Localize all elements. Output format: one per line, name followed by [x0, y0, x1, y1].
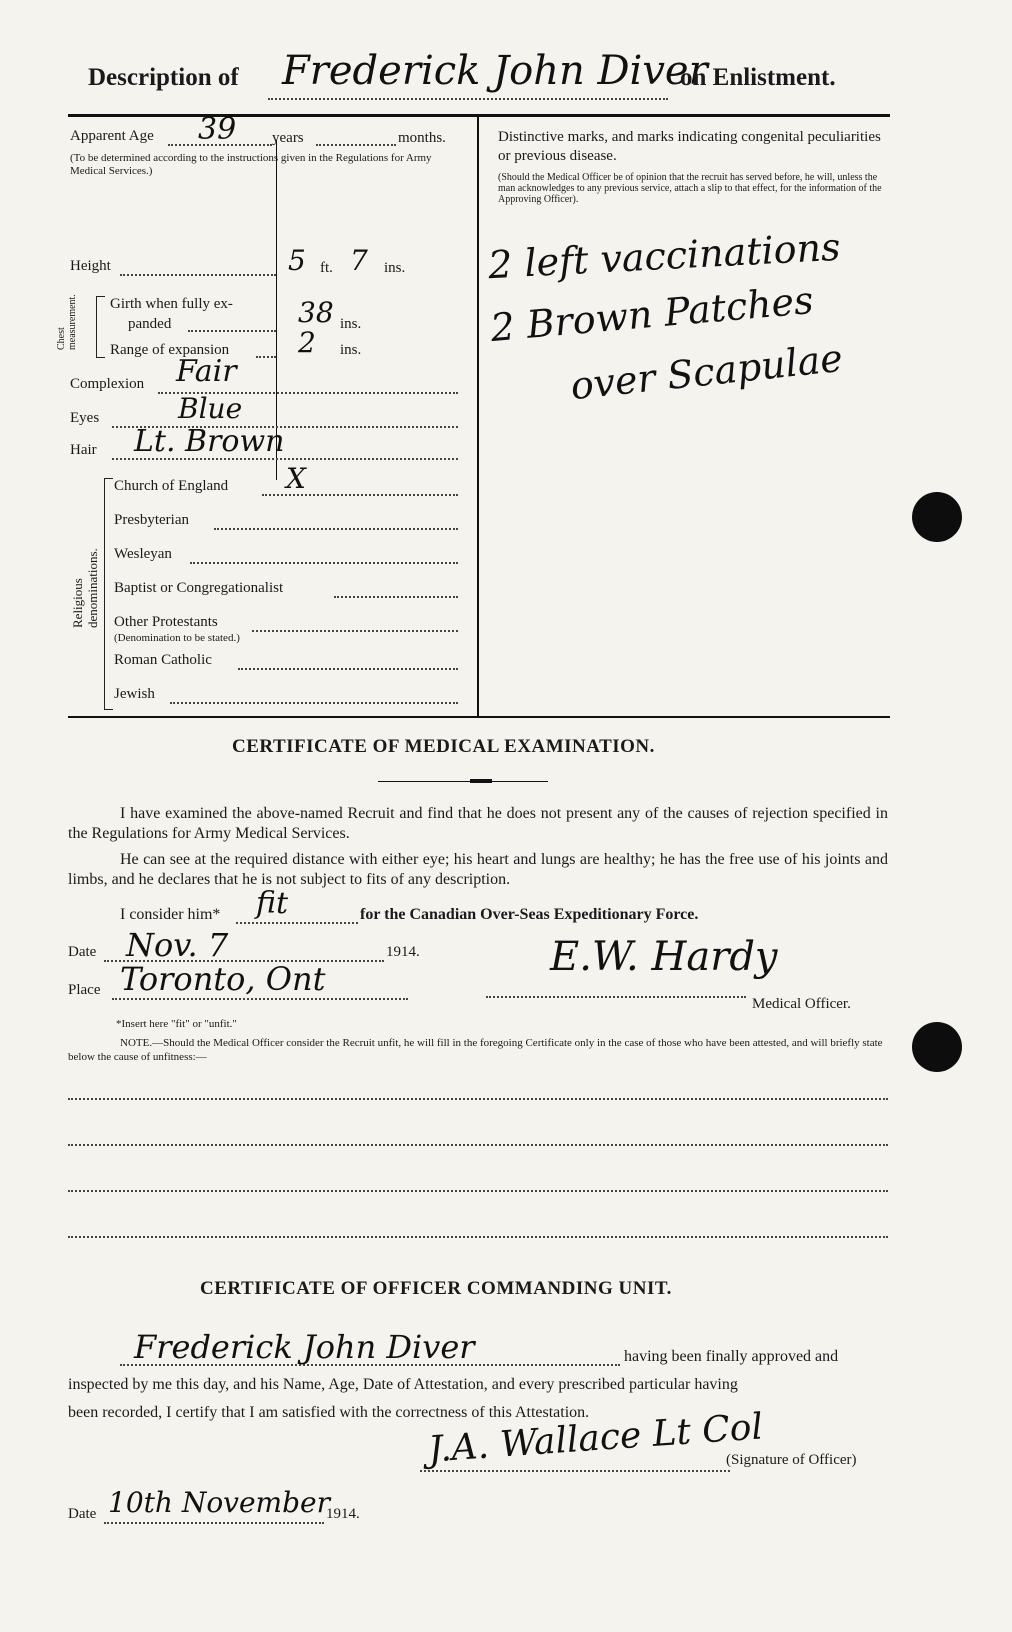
marks-heading: Distinctive marks, and marks indicating congenital peculiarities or previous disease.	[498, 129, 881, 164]
medical-officer-signature: E.W. Hardy	[550, 934, 778, 980]
medical-date-label: Date	[68, 944, 97, 960]
religion-church-of-england: Church of England	[114, 478, 229, 494]
consider-label: I consider him*	[120, 906, 221, 923]
religion-baptist: Baptist or Congregationalist	[114, 580, 284, 596]
medical-place-value: Toronto, Ont	[120, 960, 326, 998]
consider-suffix: for the Canadian Over-Seas Expeditionary Force.	[360, 906, 699, 923]
medical-title-rule	[378, 781, 548, 782]
commanding-text-1: having been finally approved and	[624, 1348, 839, 1365]
years-label: years	[272, 130, 304, 146]
age-note: (To be determined according to the instructions given in the Regulations for Army Medical Services.)	[70, 152, 432, 177]
religion-group-label: Religious denominations.	[70, 548, 100, 628]
complexion-label: Complexion	[70, 376, 145, 392]
header-prefix: Description of	[88, 64, 239, 91]
hair-label: Hair	[70, 442, 97, 458]
chest-label: Chest measurement.	[56, 294, 78, 350]
girth-label-1: Girth when fully ex-	[110, 296, 233, 312]
recruit-name: Frederick John Diver	[282, 48, 708, 94]
age-label: Apparent Age	[70, 128, 154, 144]
expansion-value: 2	[298, 326, 316, 359]
commanding-officer-signature: J.A. Wallace Lt Col	[426, 1406, 765, 1471]
eyes-label: Eyes	[70, 410, 100, 426]
girth-label-2: panded	[128, 316, 172, 332]
expansion-label: Range of expansion	[110, 342, 230, 358]
medical-title-rule-mark	[470, 779, 492, 783]
marks-line-3: over Scapulae	[568, 335, 845, 409]
girth-value: 38	[298, 296, 334, 329]
religion-mark-church-of-england: X	[286, 462, 306, 495]
header-suffix: on Enlistment.	[680, 64, 836, 91]
religion-other-note: (Denomination to be stated.)	[114, 632, 240, 644]
commanding-text-3: been recorded, I certify that I am satisfied with the correctness of this Attestation.	[68, 1404, 590, 1421]
medical-paragraph-2: He can see at the required distance with either eye; his heart and lungs are healthy; he has the free use of his joints and limbs, and he declares that he is not subject to fits of any description.	[68, 851, 888, 888]
height-label: Height	[70, 258, 111, 274]
hair-value: Lt. Brown	[134, 424, 285, 459]
expansion-ins-label: ins.	[340, 342, 362, 358]
medical-title: CERTIFICATE OF MEDICAL EXAMINATION.	[232, 736, 655, 757]
religion-brace	[104, 478, 113, 710]
complexion-value: Fair	[176, 354, 237, 389]
medical-paragraph-1: I have examined the above-named Recruit and find that he does not present any of the causes of rejection specified in the Regulations for Army Medical Services.	[68, 805, 888, 842]
commanding-signature-label: (Signature of Officer)	[726, 1452, 857, 1468]
girth-ins-label: ins.	[340, 316, 362, 332]
ft-label: ft.	[320, 260, 333, 276]
ins-label: ins.	[384, 260, 406, 276]
commanding-date-value: 10th November	[108, 1486, 330, 1519]
religion-jewish: Jewish	[114, 686, 155, 702]
marks-line-1: 2 left vaccinations	[487, 224, 842, 288]
months-label: months.	[398, 130, 446, 146]
commanding-date-year: 1914.	[326, 1506, 360, 1522]
medical-place-label: Place	[68, 982, 101, 998]
medical-date-value: Nov. 7	[126, 926, 229, 964]
commanding-recruit-name: Frederick John Diver	[134, 1328, 475, 1366]
religion-other-protestants: Other Protestants	[114, 614, 218, 630]
chest-brace	[96, 296, 105, 358]
medical-note: NOTE.—Should the Medical Officer consider the Recruit unfit, he will fill in the foregoing Certificate only in the case of those who have been attested, and will briefly state below the cause of unfitness:—	[68, 1037, 883, 1063]
marks-line-2: 2 Brown Patches	[488, 277, 816, 351]
marks-note: (Should the Medical Officer be of opinion that the recruit has served before, he will, unless the man acknowledges to any previous service, attach a slip to that effect, for the information of the Approving Officer).	[498, 172, 882, 205]
insert-note: *Insert here "fit" or "unfit."	[116, 1018, 237, 1030]
religion-wesleyan: Wesleyan	[114, 546, 172, 562]
punch-hole-upper	[912, 492, 962, 542]
top-rule	[68, 114, 890, 117]
height-ft-value: 5	[288, 244, 306, 277]
commanding-date-label: Date	[68, 1506, 97, 1522]
consider-value: fit	[256, 886, 289, 921]
height-in-value: 7	[350, 244, 368, 277]
religion-roman-catholic: Roman Catholic	[114, 652, 212, 668]
bottom-rule	[68, 716, 890, 718]
medical-officer-label: Medical Officer.	[752, 996, 851, 1012]
vertical-divider	[477, 114, 479, 716]
commanding-text-2: inspected by me this day, and his Name, Age, Date of Attestation, and every prescribed particular having	[68, 1376, 738, 1393]
eyes-value: Blue	[178, 392, 243, 425]
age-value: 39	[198, 112, 237, 147]
religion-presbyterian: Presbyterian	[114, 512, 189, 528]
punch-hole-lower	[912, 1022, 962, 1072]
medical-date-year: 1914.	[386, 944, 420, 960]
commanding-title: CERTIFICATE OF OFFICER COMMANDING UNIT.	[200, 1278, 672, 1299]
